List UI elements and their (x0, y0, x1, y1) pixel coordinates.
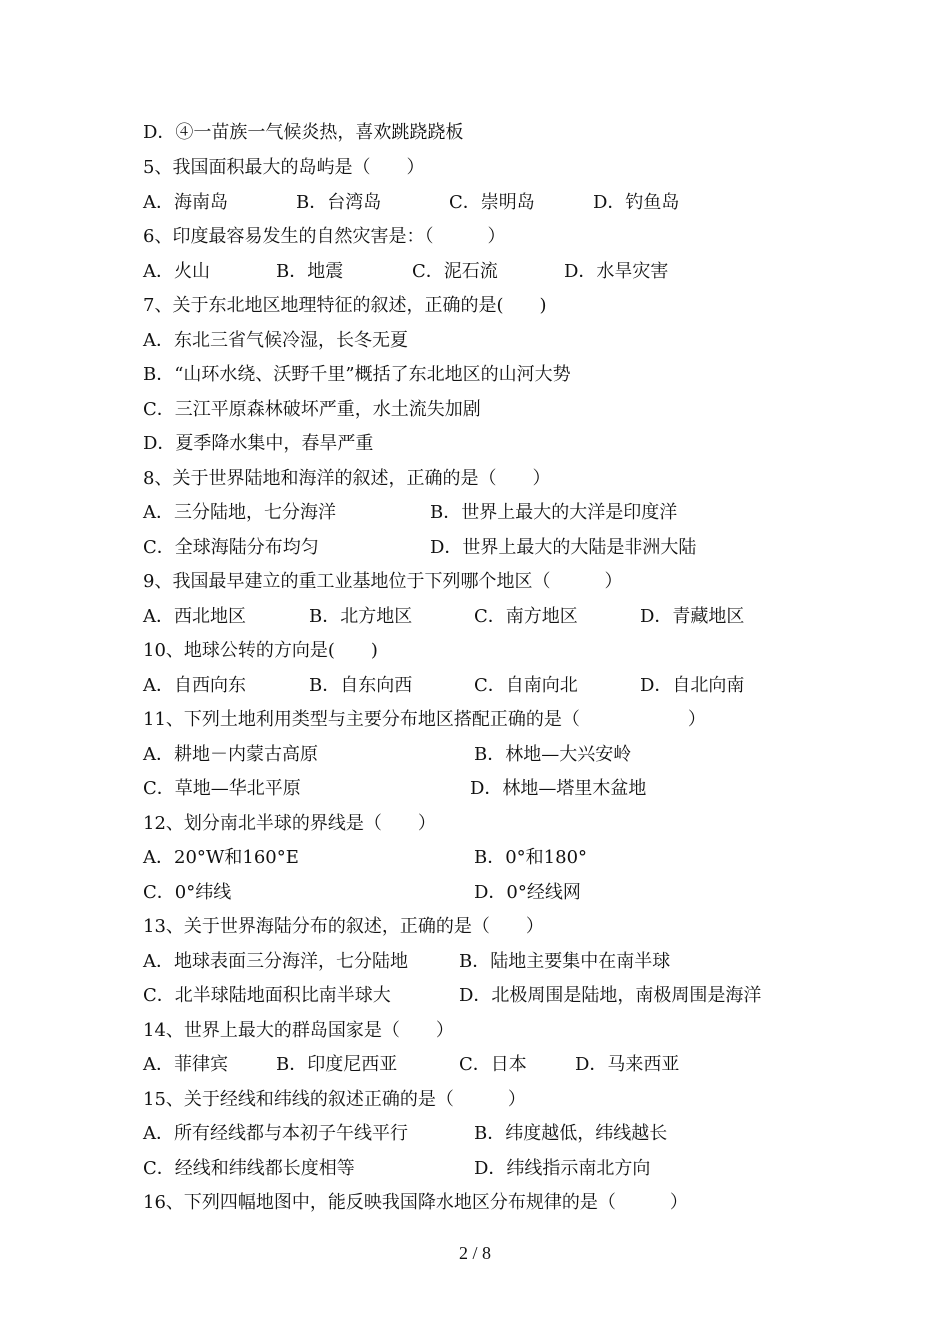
question-16: 16、下列四幅地图中，能反映我国降水地区分布规律的是（ ） (143, 1192, 688, 1213)
question-15: 15、关于经线和纬线的叙述正确的是（ ） (143, 1089, 526, 1110)
question-5: 5、我国面积最大的岛屿是（ ） (143, 157, 425, 178)
option: B．地震 (276, 261, 344, 282)
option: D．林地—塔里木盆地 (470, 778, 647, 799)
option: D．自北向南 (640, 675, 745, 696)
option: C．泥石流 (412, 261, 498, 282)
option: A．20°W和160°E (143, 847, 299, 868)
option: C．南方地区 (474, 606, 578, 627)
question-12: 12、划分南北半球的界线是（ ） (143, 813, 436, 834)
option: A．三分陆地，七分海洋 (143, 502, 336, 523)
option: D．青藏地区 (640, 606, 745, 627)
question-8: 8、关于世界陆地和海洋的叙述，正确的是（ ） (143, 468, 551, 489)
option: D．马来西亚 (575, 1054, 680, 1075)
question-6: 6、印度最容易发生的自然灾害是：（ ） (143, 226, 506, 247)
option: C．自南向北 (474, 675, 578, 696)
option: A．所有经线都与本初子午线平行 (143, 1123, 408, 1144)
option: A．地球表面三分海洋，七分陆地 (143, 951, 408, 972)
option: D．0°经线网 (474, 882, 581, 903)
option: A．火山 (143, 261, 210, 282)
option: A．菲律宾 (143, 1054, 228, 1075)
question-11: 11、下列土地利用类型与主要分布地区搭配正确的是（ ） (143, 709, 706, 730)
question-10: 10、地球公转的方向是( ) (143, 640, 378, 661)
option: B．自东向西 (309, 675, 413, 696)
option: B．台湾岛 (296, 192, 382, 213)
option: B．印度尼西亚 (276, 1054, 398, 1075)
question-14: 14、世界上最大的群岛国家是（ ） (143, 1020, 454, 1041)
option: C．日本 (459, 1054, 527, 1075)
option: B．纬度越低，纬线越长 (474, 1123, 668, 1144)
option: C．0°纬线 (143, 882, 232, 903)
option: C．三江平原森林破坏严重，水土流失加剧 (143, 399, 481, 420)
option: D．纬线指示南北方向 (474, 1158, 651, 1179)
option: B．世界上最大的大洋是印度洋 (430, 502, 678, 523)
question-9: 9、我国最早建立的重工业基地位于下列哪个地区（ ） (143, 571, 623, 592)
question-13: 13、关于世界海陆分布的叙述，正确的是（ ） (143, 916, 544, 937)
option: B．林地—大兴安岭 (474, 744, 632, 765)
option: A．耕地－内蒙古高原 (143, 744, 318, 765)
option: D．夏季降水集中，春旱严重 (143, 433, 374, 454)
option: D．水旱灾害 (564, 261, 669, 282)
option: A．海南岛 (143, 192, 228, 213)
option: B．陆地主要集中在南半球 (459, 951, 671, 972)
option: D．世界上最大的大陆是非洲大陆 (430, 537, 697, 558)
option: B．“山环水绕、沃野千里”概括了东北地区的山河大势 (143, 364, 571, 385)
option: C．崇明岛 (449, 192, 535, 213)
option: C．北半球陆地面积比南半球大 (143, 985, 391, 1006)
option: D．钓鱼岛 (593, 192, 680, 213)
option: A．西北地区 (143, 606, 246, 627)
option-line: D．④一苗族一气候炎热，喜欢跳跷跷板 (143, 122, 464, 143)
question-7: 7、关于东北地区地理特征的叙述，正确的是( ) (143, 295, 547, 316)
page-number: 2 / 8 (458, 1243, 491, 1263)
option: B．0°和180° (474, 847, 588, 868)
option: D．北极周围是陆地，南极周围是海洋 (459, 985, 762, 1006)
option: C．经线和纬线都长度相等 (143, 1158, 355, 1179)
option: A．自西向东 (143, 675, 246, 696)
option: C．全球海陆分布均匀 (143, 537, 319, 558)
option: C．草地—华北平原 (143, 778, 301, 799)
option: B．北方地区 (309, 606, 413, 627)
option: A．东北三省气候冷湿，长冬无夏 (143, 330, 408, 351)
